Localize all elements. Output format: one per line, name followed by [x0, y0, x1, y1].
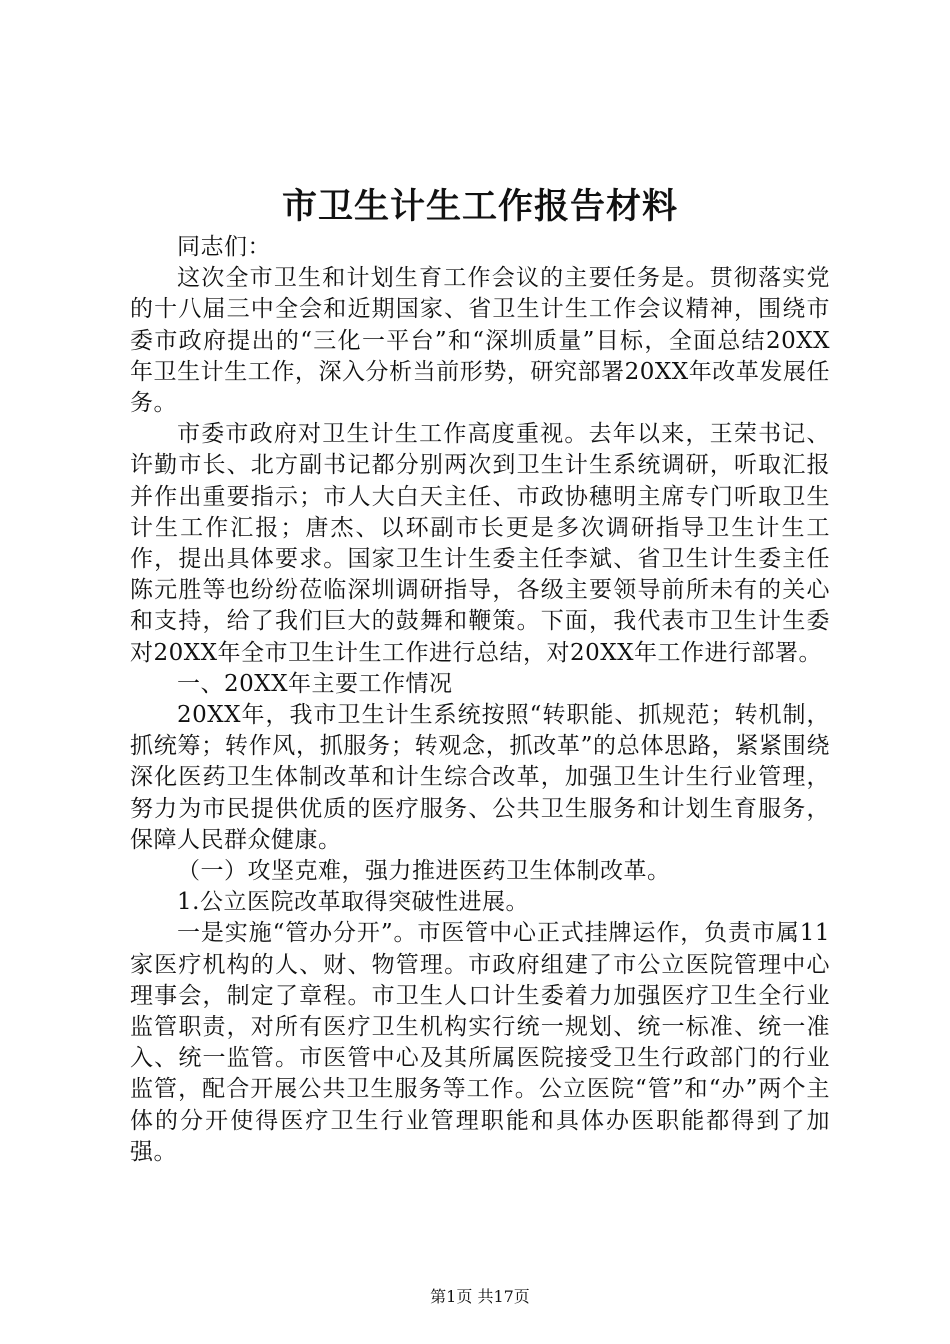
section-heading-main-work: 一、20XX年主要工作情况 [177, 670, 453, 697]
subsection-heading-reform: （一）攻坚克难，强力推进医药卫生体制改革。 [177, 858, 671, 885]
paragraph-overall-approach: 20XX年，我市卫生计生系统按照“转职能、抓规范；转机制，抓统筹；转作风，抓服务；转观念，抓改革”的总体思路，紧紧围绕深化医药卫生体制改革和计生综合改革，加强卫生计生行业管理，努力为市民提供优质的医疗服务、公共卫生服务和计划生育服务，保障人民群众健康。 [130, 702, 830, 853]
salutation: 同志们： [177, 234, 271, 260]
document-body [130, 232, 830, 1168]
paragraph-leadership-support: 市委市政府对卫生计生工作高度重视。去年以来，王荣书记、许勤市长、北方副书记都分别两次到卫生计生系统调研，听取汇报并作出重要指示；市人大白天主任、市政协穗明主席专门听取卫生计生工作汇报；唐杰、以环副市长更是多次调研指导卫生计生工作，提出具体要求。国家卫生计生委主任李斌、省卫生计生委主任陈元胜等也纷纷莅临深圳调研指导，各级主要领导前所未有的关心和支持，给了我们巨大的鼓舞和鞭策。下面，我代表市卫生计生委对20XX年全市卫生计生工作进行总结，对20XX年工作进行部署。 [130, 421, 830, 666]
item-heading-hospital-reform: 1.公立医院改革取得突破性进展。 [177, 889, 529, 916]
paragraph-meeting-tasks: 这次全市卫生和计划生育工作会议的主要任务是。贯彻落实党的十八届三中全会和近期国家、省卫生计生工作会议精神，围绕市委市政府提出的“三化一平台”和“深圳质量”目标，全面总结20XX年卫生计生工作，深入分析当前形势，研究部署20XX年改革发展任务。 [130, 265, 830, 417]
document-title: 市卫生计生工作报告材料 [281, 186, 678, 227]
page-footer: 第1页 共17页 [430, 1287, 530, 1306]
paragraph-management-separation: 一是实施“管办分开”。市医管中心正式挂牌运作，负责市属11家医疗机构的人、财、物管理。市政府组建了市公立医院管理中心理事会，制定了章程。市卫生人口计生委着力加强医疗卫生全行业监管职责，对所有医疗卫生机构实行统一规划、统一标准、统一准入、统一监管。市医管中心及其所属医院接受卫生行政部门的行业监管，配合开展公共卫生服务等工作。公立医院“管”和“办”两个主体的分开使得医疗卫生行业管理职能和具体办医职能都得到了加强。 [130, 920, 830, 1165]
